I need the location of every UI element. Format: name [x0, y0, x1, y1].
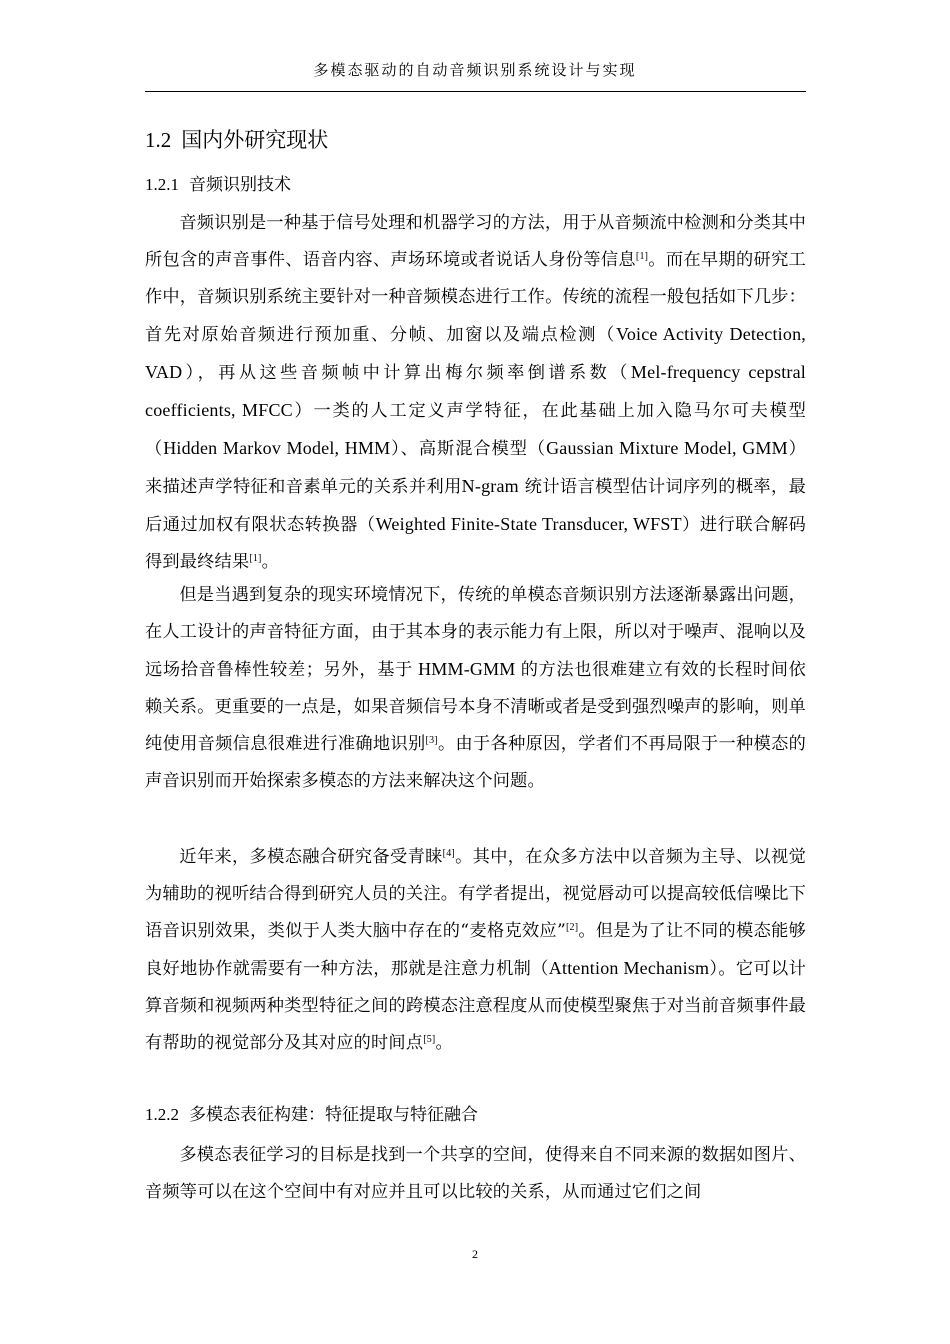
text-run: ）一类的人工定义声学特征，在此基础上加入隐马尔可夫模型（: [145, 401, 806, 459]
citation: [1]: [635, 251, 649, 262]
section-title: 音频识别技术: [189, 175, 291, 195]
citation: [5]: [423, 1034, 436, 1045]
citation: [3]: [425, 735, 438, 746]
text-run: ）来描述声学特征和音素单元的关系并利用: [145, 439, 807, 497]
page-number: 2: [472, 1247, 478, 1261]
section-number: 1.2.2: [145, 1105, 179, 1124]
text-run: 。其中，在众多方法中以音频为主导、以视觉为辅助的视听结合得到研究人员的关注。有学者提出，视觉唇动可以提高较低信噪比下语音识别效果，类似于人类大脑中存在的“麦格克效应”: [145, 847, 806, 941]
text-run: ）进行联合解码得到最终结果: [145, 515, 806, 572]
running-header: 多模态驱动的自动音频识别系统设计与实现: [313, 61, 637, 79]
paragraph-multimodal-fusion: [145, 839, 806, 1062]
citation: [1]: [249, 553, 262, 564]
text-run: 。而在早期的研究工作中，音频识别系统主要针对一种音频模态进行工作。传统的流程一般包括如下几步：首先对原始音频进行预加重、分帧、加窗以及端点检测（: [145, 250, 806, 345]
text-run: 统计语言模型估计词序列的概率，最后通过加权有限状态转换器（: [145, 477, 806, 535]
text-run: 。: [435, 1033, 453, 1053]
paragraph-representation-learning: [145, 1137, 806, 1211]
section-heading-1-2-2: [145, 1102, 806, 1128]
text-run: 但是当遇到复杂的现实环境情况下，传统的单模态音频识别方法逐渐暴露出问题，在人工设计的声音特征方面，由于其本身的表示能力有上限，所以对于噪声、混响以及远场拾音鲁棒性较差；另外，基于: [145, 585, 806, 680]
section-heading-1-2: [145, 125, 806, 155]
header-rule: [145, 91, 806, 92]
term-wfst: Weighted Finite-State Transducer, WFST: [375, 514, 682, 534]
text-run: 。: [261, 552, 279, 572]
term-hmm-gmm: HMM-GMM: [412, 659, 521, 679]
section-number: 1.2.1: [145, 175, 179, 194]
section-title: 国内外研究现状: [181, 128, 329, 152]
text-run: ）、高斯混合模型（: [390, 439, 547, 459]
text-run: 音频识别是一种基于信号处理和机器学习的方法，用于从音频流中检测和分类其中所包含的声音事件、语音内容、声场环境或者说话人身份等信息: [145, 213, 806, 270]
text-run: 。但是为了让不同的模态能够良好地协作就需要有一种方法，那就是注意力机制（: [145, 921, 806, 979]
text-run: 多模态表征学习的目标是找到一个共享的空间，使得来自不同来源的数据如图片、音频等可以在这个空间中有对应并且可以比较的关系，从而通过它们之间: [145, 1145, 806, 1202]
paragraph-audio-recognition: [145, 205, 806, 581]
section-number: 1.2: [145, 128, 172, 152]
section-title: 多模态表征构建：特征提取与特征融合: [189, 1105, 478, 1125]
term-attention: Attention Mechanism: [548, 958, 710, 978]
text-run: 的方法也很难建立有效的长程时间依赖关系。更重要的一点是，如果音频信号本身不清晰或者是受到强烈噪声的影响，则单纯使用音频信息很难进行准确地识别: [145, 660, 806, 754]
term-gmm: Gaussian Mixture Model, GMM: [546, 438, 788, 458]
term-vad: Voice Activity Detection, VAD: [145, 324, 806, 382]
section-heading-1-2-1: [145, 172, 806, 198]
citation: [2]: [566, 922, 579, 933]
term-hmm: Hidden Markov Model, HMM: [163, 438, 391, 458]
term-mfcc: Mel-frequency cepstral coefficients, MFCC: [145, 362, 806, 420]
text-run: 。由于各种原因，学者们不再局限于一种模态的声音识别而开始探索多模态的方法来解决这个问题。: [145, 734, 807, 791]
paragraph-limitations: [145, 577, 806, 800]
text-run: 近年来，多模态融合研究备受青睐: [179, 847, 443, 867]
citation: [4]: [442, 848, 455, 859]
text-run: ），再从这些音频帧中计算出梅尔频率倒谱系数（: [182, 363, 631, 383]
term-ngram: N-gram: [461, 476, 519, 496]
text-run: ）。它可以计算音频和视频两种类型特征之间的跨模态注意程度从而使模型聚焦于对当前音频事件最有帮助的视觉部分及其对应的时间点: [145, 959, 806, 1053]
